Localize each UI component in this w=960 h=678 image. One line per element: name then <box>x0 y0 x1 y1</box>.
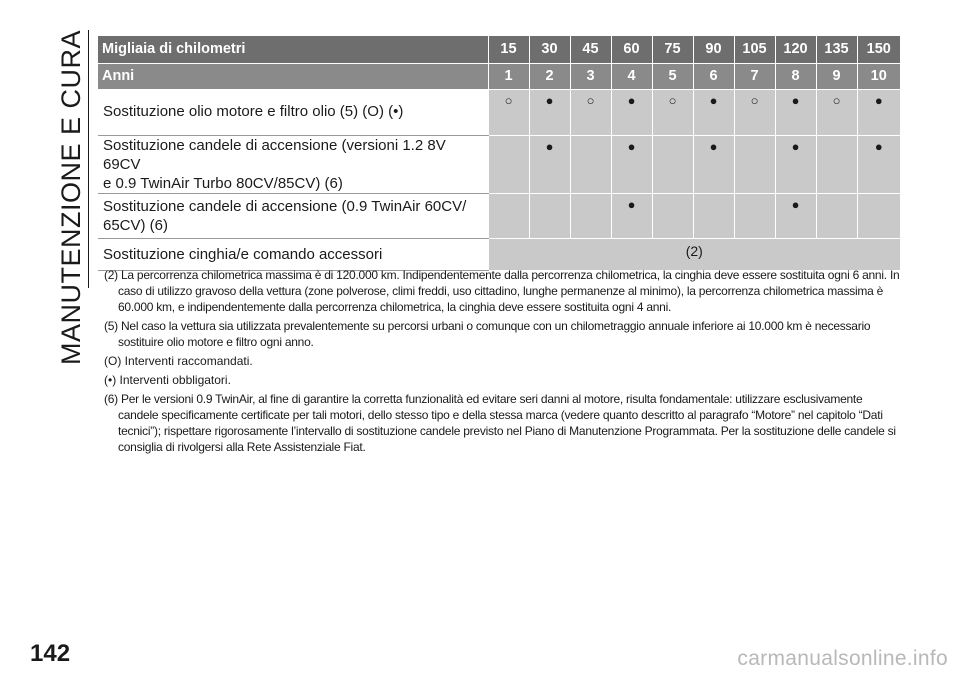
km-header-row <box>98 36 900 63</box>
schedule-mark: ● <box>611 135 652 193</box>
section-title-text: MANUTENZIONE E CURA <box>56 30 86 366</box>
belt-interval-note-ref: (2) <box>488 238 900 270</box>
schedule-mark: ● <box>775 135 816 193</box>
operation-label-line: 65CV) (6) <box>103 216 169 234</box>
schedule-mark <box>529 193 570 238</box>
footnote-2: (2) La percorrenza chilometrica massima è di 120.000 km. Indipendentemente dalla percorrenza chilometrica, la cinghia deve essere sostituita ogni 6 anni. In caso di utilizzo gravoso della vettura (zone polverose, climi freddi, uso cittadino, lunghe permanenze al minimo), la percorrenza chilometrica massima è 60.000 km, e indipendentemente dalla percorrenza chilometrica, la cinghia deve essere sostituita ogni 4 anni. <box>104 268 900 314</box>
schedule-mark: ○ <box>570 89 611 135</box>
schedule-mark <box>488 135 529 193</box>
table-row-oil-change <box>98 89 900 135</box>
operation-label: Sostituzione cinghia/e comando accessori <box>98 238 488 270</box>
km-header-cell: 135 <box>816 36 857 63</box>
schedule-mark <box>570 193 611 238</box>
schedule-mark <box>857 193 900 238</box>
table-row-spark-plugs-twinair <box>98 193 900 238</box>
years-header-cell: 4 <box>611 63 652 89</box>
km-header-cell: 150 <box>857 36 900 63</box>
operation-label-line: Sostituzione candele di accensione (0.9 TwinAir 60CV/ <box>103 197 467 215</box>
years-header-cell: 8 <box>775 63 816 89</box>
footnotes <box>104 267 900 458</box>
years-header-cell: 9 <box>816 63 857 89</box>
schedule-mark: ● <box>775 193 816 238</box>
schedule-mark: ● <box>611 89 652 135</box>
km-header-cell: 60 <box>611 36 652 63</box>
schedule-mark: ○ <box>652 89 693 135</box>
schedule-mark <box>488 193 529 238</box>
km-header-cell: 90 <box>693 36 734 63</box>
years-header-cell: 2 <box>529 63 570 89</box>
page-number: 142 <box>30 640 71 667</box>
schedule-mark: ● <box>857 89 900 135</box>
km-header-cell: 105 <box>734 36 775 63</box>
schedule-mark <box>570 135 611 193</box>
schedule-mark: ○ <box>488 89 529 135</box>
km-header-label: Migliaia di chilometri <box>98 36 488 63</box>
schedule-mark: ● <box>693 89 734 135</box>
years-header-cell: 1 <box>488 63 529 89</box>
operation-label-line: Sostituzione candele di accensione (versioni 1.2 8V 69CV <box>103 136 446 173</box>
footnote-5: (5) Nel caso la vettura sia utilizzata prevalentemente su percorsi urbani o comunque con un chilometraggio annuale inferiore ai 10.000 km è necessario sostituire olio motore e filtro ogni anno. <box>104 319 871 349</box>
schedule-mark <box>734 193 775 238</box>
table-row-spark-plugs-1-2 <box>98 135 900 193</box>
schedule-mark: ○ <box>816 89 857 135</box>
schedule-mark <box>652 193 693 238</box>
schedule-mark <box>816 135 857 193</box>
section-divider <box>88 30 89 288</box>
operation-label <box>98 135 488 193</box>
years-header-cell: 6 <box>693 63 734 89</box>
schedule-mark <box>652 135 693 193</box>
schedule-mark: ● <box>529 135 570 193</box>
years-header-cell: 5 <box>652 63 693 89</box>
footnote-mandatory: (•) Interventi obbligatori. <box>104 373 231 387</box>
watermark: carmanualsonline.info <box>737 647 948 670</box>
km-header-cell: 120 <box>775 36 816 63</box>
km-header-cell: 45 <box>570 36 611 63</box>
years-header-row <box>98 63 900 89</box>
years-header-label: Anni <box>98 63 488 89</box>
km-header-cell: 75 <box>652 36 693 63</box>
schedule-mark: ● <box>857 135 900 193</box>
km-header-cell: 30 <box>529 36 570 63</box>
operation-label: Sostituzione olio motore e filtro olio (5) (O) (•) <box>98 89 488 135</box>
years-header-cell: 7 <box>734 63 775 89</box>
maintenance-schedule-table <box>98 36 900 271</box>
operation-label <box>98 193 488 238</box>
years-header-cell: 3 <box>570 63 611 89</box>
schedule-mark: ● <box>693 135 734 193</box>
operation-label-line: e 0.9 TwinAir Turbo 80CV/85CV) (6) <box>103 174 343 192</box>
schedule-mark <box>693 193 734 238</box>
schedule-mark: ● <box>529 89 570 135</box>
schedule-mark <box>734 135 775 193</box>
schedule-mark: ● <box>611 193 652 238</box>
table-row-accessory-belt <box>98 238 900 270</box>
footnote-recommended: (O) Interventi raccomandati. <box>104 354 253 368</box>
years-header-cell: 10 <box>857 63 900 89</box>
km-header-cell: 15 <box>488 36 529 63</box>
footnote-6: (6) Per le versioni 0.9 TwinAir, al fine di garantire la corretta funzionalità ed evitare seri danni al motore, risulta fondamentale: utilizzare esclusivamente candele specificamente certificate per tali motori, dello stesso tipo e della stessa marca (vedere quanto descritto al paragrafo “Motore” nel capitolo “Dati tecnici”); rispettare rigorosamente l’intervallo di sostituzione candele previsto nel Piano di Manutenzione Programmata. Per la sostituzione delle candele si consiglia di rivolgersi alla Rete Assistenziale Fiat. <box>104 392 896 454</box>
schedule-mark: ○ <box>734 89 775 135</box>
section-title <box>56 30 86 365</box>
schedule-mark: ● <box>775 89 816 135</box>
schedule-mark <box>816 193 857 238</box>
